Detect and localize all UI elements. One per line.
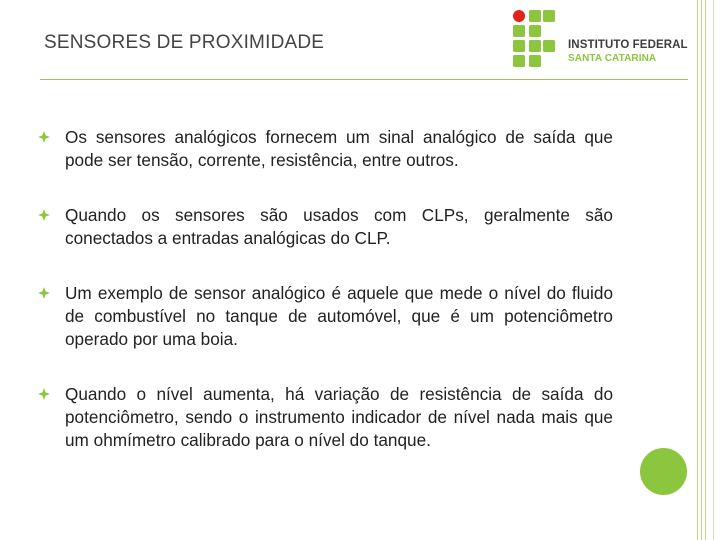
- decorative-circle: [640, 448, 687, 495]
- bullet-list: [38, 126, 613, 452]
- diamond-bullet-icon: [38, 209, 50, 221]
- diamond-bullet-icon: [38, 131, 50, 143]
- ifsc-logo-icon: [510, 8, 560, 68]
- decorative-line: [701, 0, 702, 540]
- decorative-line: [697, 0, 698, 540]
- logo-line-2: SANTA CATARINA: [568, 53, 657, 64]
- bullet-item: [38, 126, 613, 172]
- bullet-item: [38, 282, 613, 351]
- institution-logo: [510, 8, 690, 70]
- bullet-item: [38, 383, 613, 452]
- bullet-text: Quando os sensores são usados com CLPs, geralmente são conectados a entradas analógicas do CLP.: [65, 205, 613, 248]
- bullet-text: Os sensores analógicos fornecem um sinal analógico de saída que pode ser tensão, corrente, resistência, entre outros.: [65, 127, 613, 170]
- bullet-item: [38, 204, 613, 250]
- logo-line-1: INSTITUTO FEDERAL: [568, 39, 688, 51]
- slide-title: SENSORES DE PROXIMIDADE: [44, 32, 325, 53]
- diamond-bullet-icon: [38, 287, 50, 299]
- title-divider: [40, 79, 688, 80]
- diamond-bullet-icon: [38, 388, 50, 400]
- decorative-line: [713, 0, 714, 540]
- logo-text: [568, 39, 688, 64]
- bullet-text: Quando o nível aumenta, há variação de resistência de saída do potenciômetro, sendo o instrumento indicador de nível nada mais que um ohmímetro calibrado para o nível do tanque.: [65, 384, 613, 450]
- decorative-line: [705, 0, 706, 540]
- bullet-text: Um exemplo de sensor analógico é aquele que mede o nível do fluido de combustível no tanque de automóvel, que é um potenciômetro operado por uma boia.: [65, 283, 613, 349]
